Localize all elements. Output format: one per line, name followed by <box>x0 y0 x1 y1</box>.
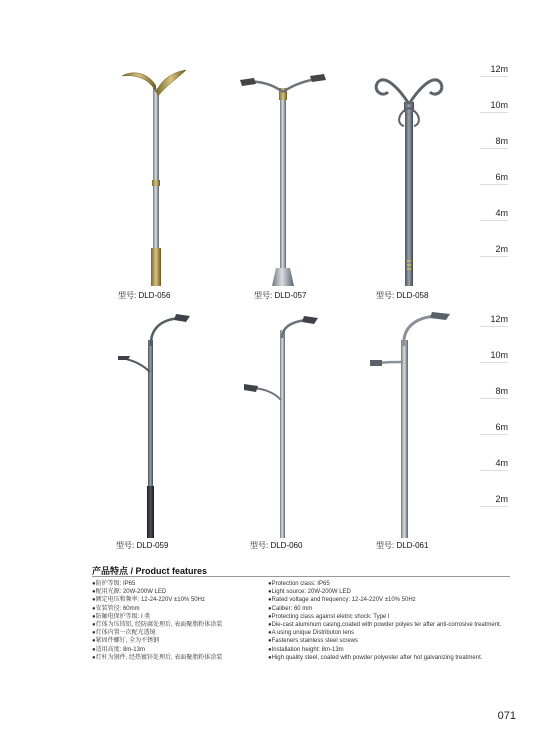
pole-dld-057 <box>240 74 326 286</box>
model-label-dld-060: 型号: DLD-060 <box>250 541 303 550</box>
model-label-dld-058: 型号: DLD-058 <box>376 291 429 300</box>
pole-dld-058 <box>376 80 442 286</box>
feature-en-item: ●Installation height: 8m-13m <box>268 646 344 653</box>
scale-label: 12m <box>478 64 508 74</box>
feature-cn-item: ●灯体内置一次配光透镜 <box>92 630 156 637</box>
scale-label: 4m <box>478 208 508 218</box>
scale-label: 8m <box>478 136 508 146</box>
feature-en-item: ●Rated voltage and frequency: 12-24-220V ±10% 50Hz <box>268 597 416 604</box>
height-scale-top <box>478 64 508 264</box>
feature-cn-item: ●灯杆为钢件, 经热镀锌处理后, 表面聚脂粉体涂装 <box>92 654 223 661</box>
features-cn-list <box>92 580 262 662</box>
model-label-dld-056: 型号: DLD-056 <box>118 291 171 300</box>
scale-label: 2m <box>478 244 508 254</box>
feature-cn-item: ●额定电压和频率: 12-24-220V ±10% 50Hz <box>92 597 205 604</box>
features-divider <box>92 576 510 577</box>
model-label-dld-061: 型号: DLD-061 <box>376 541 429 550</box>
feature-en-item: ●Caliber: 60 mm <box>268 605 313 612</box>
pole-dld-056 <box>122 70 186 286</box>
feature-en-item: ●High quality steel, coated with powder polyester after hot galvanizing treatment. <box>268 654 483 661</box>
scale-label: 12m <box>478 314 508 324</box>
features-title: 产品特点 / Product features <box>92 566 208 576</box>
feature-cn-item: ●防护等级: IP65 <box>92 581 136 587</box>
feature-en-item: ●Die-cast aluminum casing,coated with powder polyes ter after anti-corrosive treatment. <box>268 622 502 629</box>
pole-dld-061 <box>370 312 450 538</box>
feature-cn-item: ●紧固件螺钉, 全为不锈钢 <box>92 638 159 645</box>
feature-cn-item: ●安装管径: 60mm <box>92 605 140 612</box>
feature-en-item: ●A using unique Distributon lens <box>268 630 355 637</box>
scale-label: 6m <box>478 422 508 432</box>
feature-cn-item: ●适用高度: 8m-13m <box>92 646 145 653</box>
feature-en-item: ●Protection class: IP65 <box>268 581 330 587</box>
height-scale-bottom <box>478 314 508 514</box>
scale-label: 2m <box>478 494 508 504</box>
scale-label: 6m <box>478 172 508 182</box>
feature-cn-item: ●配用光源: 20W-200W LED <box>92 589 167 596</box>
model-label-dld-057: 型号: DLD-057 <box>254 291 307 300</box>
feature-en-item: ●Protecting class against eletric shock: Type I <box>268 613 390 620</box>
page-number: 071 <box>497 710 516 722</box>
features-en-list <box>268 580 510 662</box>
feature-en-item: ●Light source: 20W-200W LED <box>268 589 351 596</box>
feature-cn-item: ●防触电保护等级: I 类 <box>92 613 151 620</box>
scale-label: 4m <box>478 458 508 468</box>
scale-label: 10m <box>478 100 508 110</box>
feature-cn-item: ●灯体为压铸铝, 经防腐处理后, 表面聚脂粉体涂装 <box>92 622 223 629</box>
model-label-dld-059: 型号: DLD-059 <box>116 541 169 550</box>
feature-en-item: ●Fasteners stainless steel screws <box>268 638 358 645</box>
scale-label: 10m <box>478 350 508 360</box>
pole-dld-059 <box>118 314 190 538</box>
scale-label: 8m <box>478 386 508 396</box>
pole-dld-060 <box>244 316 318 538</box>
